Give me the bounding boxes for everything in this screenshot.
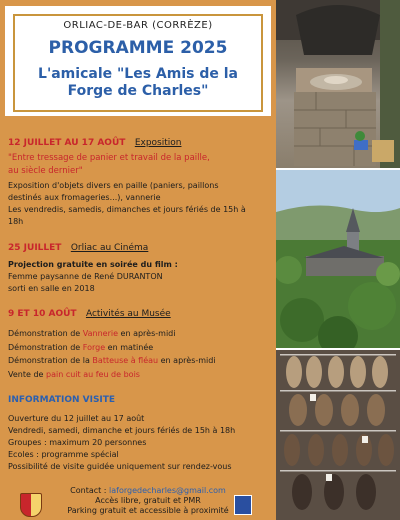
- musee-heading: [8, 307, 272, 321]
- exposition-heading: [8, 136, 272, 150]
- cinema-label: Orliac au Cinéma: [70, 243, 149, 253]
- access-info: Accès libre, gratuit et PMR: [95, 496, 201, 505]
- activity-text: Vente de: [8, 369, 46, 379]
- info-line: Vendredi, samedi, dimanche et jours fériés de 15h à 18h: [8, 426, 236, 435]
- parking-info: Parking gratuit et accessible à proximité: [67, 506, 229, 515]
- activity-highlight: Batteuse à fléau: [92, 356, 159, 365]
- activity-item: [8, 354, 272, 368]
- photo-column: [276, 0, 400, 520]
- musee-section: [8, 307, 272, 381]
- activity-text: Démonstration de la: [8, 356, 93, 365]
- activity-text: Démonstration de: [8, 342, 83, 352]
- contact-email-link[interactable]: laforgedecharles@gmail.com: [109, 486, 226, 495]
- cinema-line1: Projection gratuite en soirée du film :: [8, 260, 178, 269]
- activity-text: en après-midi: [158, 356, 216, 365]
- cinema-section: [8, 241, 272, 295]
- musee-activities: [8, 327, 272, 381]
- header-box: [5, 6, 271, 116]
- forge-photo: [276, 0, 400, 168]
- musee-label: Activités au Musée: [85, 309, 171, 319]
- musee-dates: 9 ET 10 AOÛT: [8, 309, 77, 319]
- activity-item: [8, 368, 272, 382]
- activity-text: en matinée: [105, 342, 154, 352]
- activity-highlight: Forge: [82, 342, 106, 352]
- association-name-line1: L'amicale "Les Amis de la: [38, 66, 238, 82]
- exposition-quote-line1: "Entre tressage de panier et travail de la paille,: [8, 153, 210, 163]
- contact-label: Contact :: [70, 486, 110, 495]
- association-name-line2: Forge de Charles": [67, 83, 209, 99]
- info-line: Ouverture du 12 juillet au 17 août: [8, 414, 145, 423]
- exposition-label: Exposition: [134, 138, 182, 148]
- exposition-desc-line4: 18h: [8, 217, 24, 226]
- activity-text: en après-midi: [118, 329, 176, 338]
- cinema-line3: sorti en salle en 2018: [8, 284, 95, 293]
- exposition-dates: 12 JUILLET AU 17 AOÛT: [8, 138, 126, 148]
- cinema-line2: Femme paysanne de René DURANTON: [8, 272, 163, 281]
- header-frame: [13, 14, 263, 112]
- exposition-quote-line2: au siècle dernier": [8, 166, 83, 176]
- info-line: Groupes : maximum 20 personnes: [8, 438, 147, 447]
- activity-highlight: pain cuit au feu de bois: [46, 369, 140, 379]
- clogs-photo: [276, 350, 400, 520]
- activity-text: Démonstration de: [8, 329, 83, 338]
- cinema-heading: [8, 241, 272, 255]
- village-church-photo: [276, 170, 400, 348]
- cinema-details: [8, 259, 272, 295]
- association-name: [15, 66, 261, 100]
- info-section: [8, 393, 272, 473]
- page-title: PROGRAMME 2025: [48, 38, 228, 58]
- exposition-desc-line3: Les vendredis, samedis, dimanches et jours fériés de 15h à: [8, 205, 246, 214]
- info-line: Ecoles : programme spécial: [8, 450, 119, 459]
- exposition-desc-line2: destinés aux fromageries...), vannerie: [8, 193, 161, 202]
- activity-item: [8, 327, 272, 341]
- place-name: ORLIAC-DE-BAR (CORRÈZE): [63, 20, 213, 31]
- info-line: Possibilité de visite guidée uniquement sur rendez-vous: [8, 462, 232, 471]
- info-title: INFORMATION VISITE: [8, 395, 116, 405]
- footer-contact: [50, 486, 246, 516]
- coat-of-arms-logo: [20, 493, 42, 517]
- exposition-description: [8, 180, 272, 228]
- contact-line: [50, 486, 246, 496]
- cinema-date: 25 JUILLET: [8, 243, 62, 253]
- exposition-section: [8, 136, 272, 228]
- info-lines: [8, 413, 272, 473]
- exposition-desc-line1: Exposition d'objets divers en paille (paniers, paillons: [8, 181, 219, 190]
- activity-highlight: Vannerie: [82, 329, 118, 338]
- activity-item: [8, 341, 272, 355]
- partner-logo: [234, 495, 252, 515]
- exposition-quote: [8, 152, 272, 178]
